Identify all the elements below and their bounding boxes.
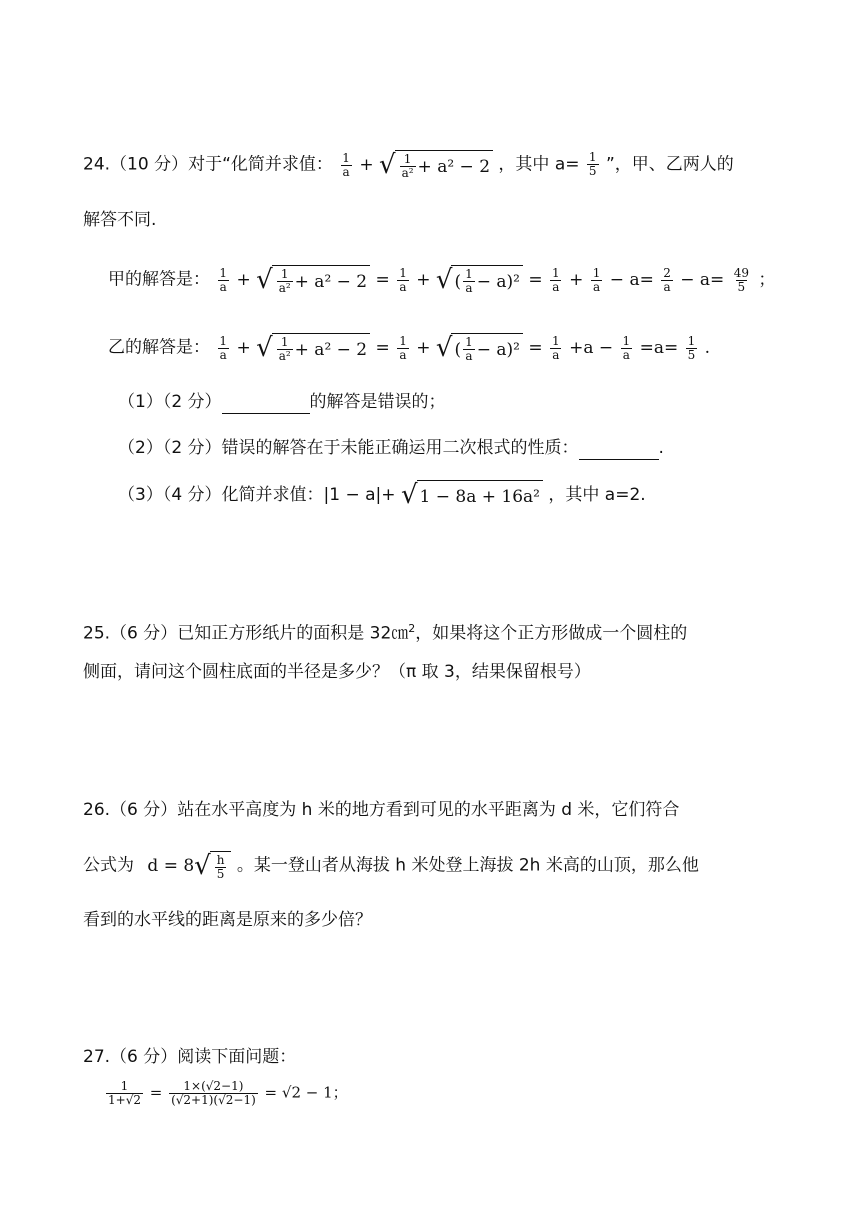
q26-line3: 看到的水平线的距离是原来的多少倍？ [83, 910, 372, 930]
yi-label: 乙的解答是： [108, 337, 210, 358]
q24-expression: $\frac{1}{a}$ + √ $\frac{1}{\text{a²}}$ + a² − 2 [338, 155, 498, 175]
q24-sub2: （2）（2 分）错误的解答在于未能正确运用二次根式的性质： . [118, 438, 664, 458]
q24-sub1: （1）（2 分） 的解答是错误的； [118, 392, 446, 412]
q24-prefix: 24.（10 分）对于“化简并求值： [83, 154, 333, 175]
q27-example: $\frac{1}{1+√2}$ = $\frac{1\times(√2-1)}{(√2+1)(√2-1)}$ = √2 − 1； [108, 1079, 348, 1107]
q25-line2: 侧面，请问这个圆柱底面的半径是多少？（π 取 3，结果保留根号） [83, 662, 591, 682]
q26-line2: 公式为 d = 8 √ $\frac{h}{5}$ 。某一登山者从海拔 h 米处登上海拔 2h 米高的山顶，那么他 [83, 851, 699, 881]
q24-line1: 24.（10 分）对于“化简并求值： $\frac{1}{a}$ + √ $\frac{1}{\text{a²}}$ + a² − 2 ，其中 a= $\frac{1}{5}$ ”，甲、乙两人的 [83, 150, 734, 180]
answer-blank-1[interactable] [222, 395, 310, 414]
answer-blank-2[interactable] [579, 441, 659, 460]
q24-suffix: ”，甲、乙两人的 [605, 154, 734, 175]
q24-line2: 解答不同. [83, 210, 157, 230]
q24-jia-solution: 甲的解答是： $\frac{1}{a}$ + √ $\frac{1}{\text{a²}}$ + a² − 2 = $\frac{1}{a}$ + √ ( $\frac{1}{a}$ − a)² = $\frac{1}{a}$ + $\frac{1}{a}$ − a= $\frac{2}{a}$ − a= $\frac{49}{5}$ ； [108, 265, 776, 295]
jia-label: 甲的解答是： [108, 269, 210, 290]
q27-line1: 27.（6 分）阅读下面问题： [83, 1047, 297, 1067]
q26-line1: 26.（6 分）站在水平高度为 h 米的地方看到可见的水平距离为 d 米，它们符合 [83, 800, 680, 820]
q24-where: ，其中 a= [498, 154, 580, 175]
q24-sub3: （3）（4 分）化简并求值：|1 − a|+ √ 1 − 8a + 16a² ，其中 a=2. [118, 480, 646, 510]
q25-line1: 25.（6 分）已知正方形纸片的面积是 32㎝$^2$，如果将这个正方形做成一个圆柱的 [83, 622, 688, 644]
q24-yi-solution: 乙的解答是： $\frac{1}{a}$ + √ $\frac{1}{\text{a²}}$ + a² − 2 = $\frac{1}{a}$ + √ ( $\frac{1}{a}$ − a)² = $\frac{1}{a}$ +a − $\frac{1}{a}$ =a= $\frac{1}{5}$ . [108, 333, 711, 363]
